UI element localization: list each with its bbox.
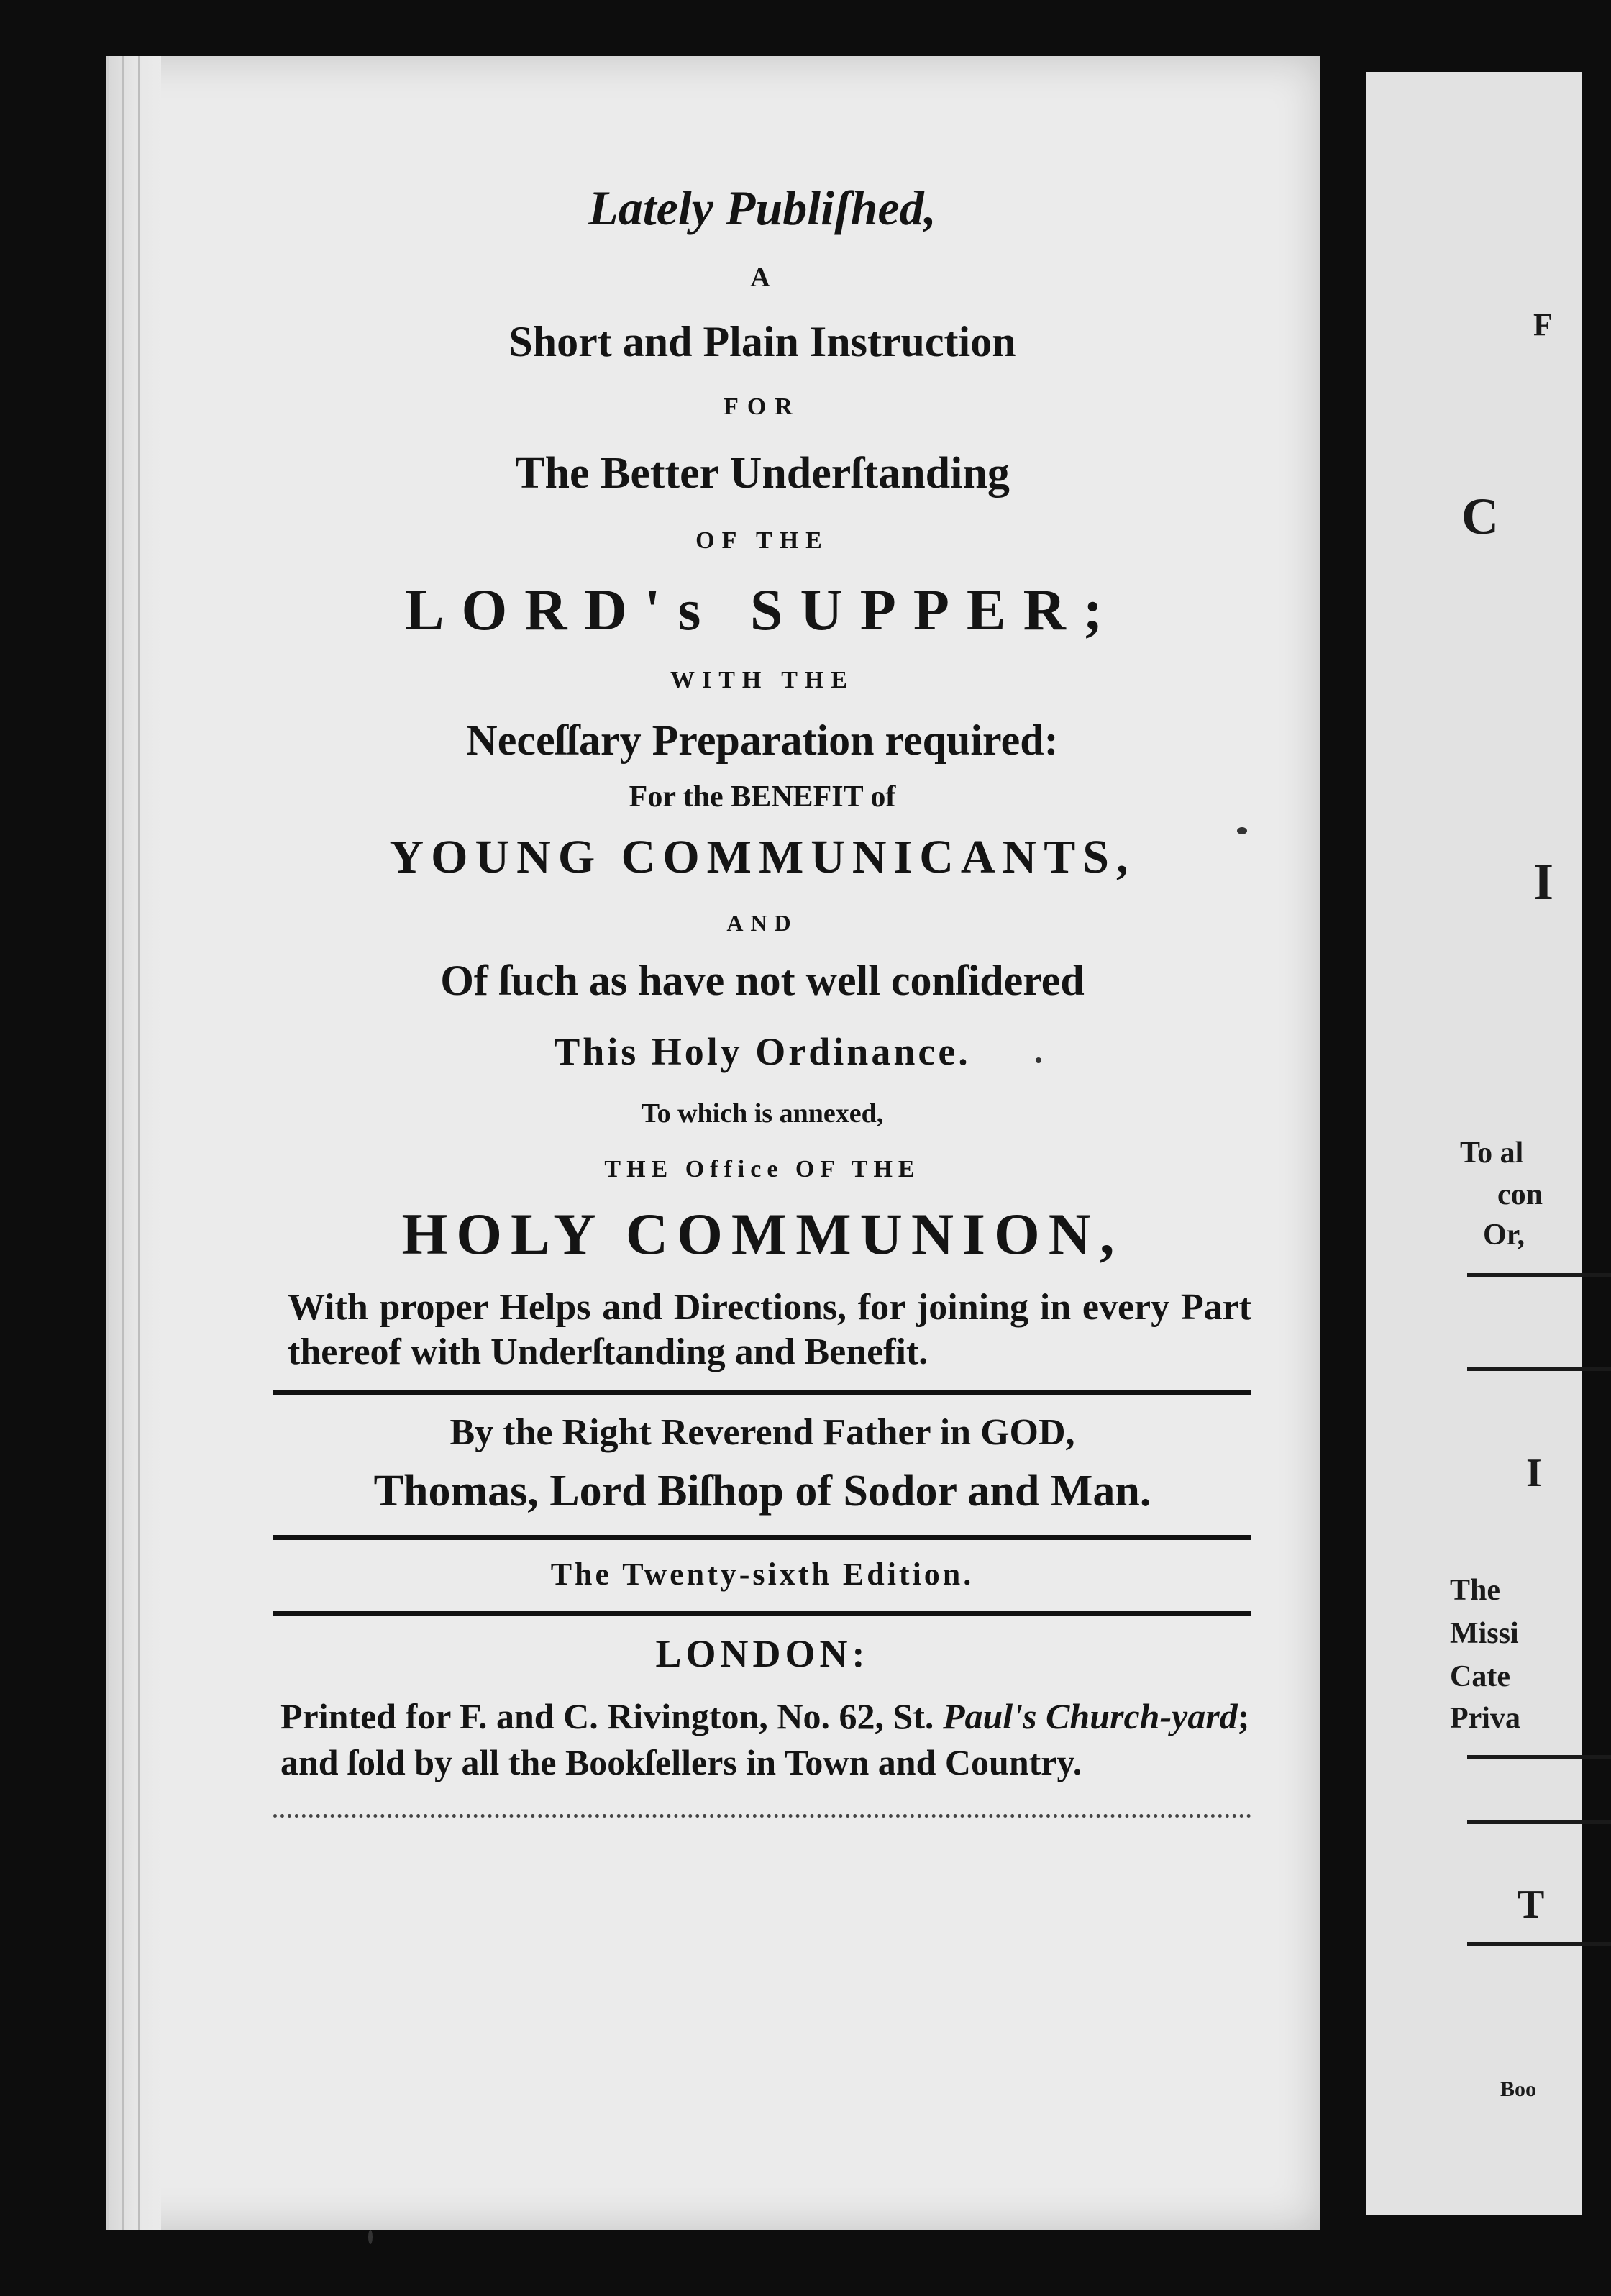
short-plain-instruction: Short and Plain Instruction xyxy=(508,318,1016,365)
office-of-the: THE Office OF THE xyxy=(604,1156,921,1183)
facing-fragment: I xyxy=(1526,1451,1542,1495)
lately-published-heading: Lately Publiſhed, xyxy=(588,181,936,235)
page-edge xyxy=(106,56,161,2230)
of-the-words: OF THE xyxy=(695,527,829,554)
article-word: A xyxy=(750,263,775,293)
imprint-sold-by: ; and ſold by all the Bookſellers in Town and Country. xyxy=(280,1696,1250,1782)
imprint-churchyard: Church-yard xyxy=(1046,1696,1238,1736)
facing-rule xyxy=(1467,1942,1611,1946)
for-word: FOR xyxy=(724,393,801,420)
of-such-line: Of ſuch as have not well conſidered xyxy=(440,957,1085,1004)
edition-line: The Twenty-sixth Edition. xyxy=(550,1557,975,1592)
facing-fragment: Or, xyxy=(1483,1218,1525,1252)
dotted-rule xyxy=(273,1814,1251,1818)
facing-fragment: Boo xyxy=(1500,2077,1537,2101)
and-word: AND xyxy=(726,910,798,936)
ink-speck xyxy=(1237,827,1247,834)
young-communicants: YOUNG COMMUNICANTS, xyxy=(389,831,1136,883)
facing-fragment: Priva xyxy=(1450,1702,1520,1735)
helps-directions-paragraph: With proper Helps and Directions, for joining in every Part thereof with Underſtanding and Benefit. xyxy=(288,1287,1251,1372)
facing-fragment: I xyxy=(1533,853,1554,911)
ink-speck xyxy=(1036,1057,1041,1063)
facing-rule xyxy=(1467,1755,1611,1759)
lords-supper-title: LORD's SUPPER; xyxy=(404,577,1121,642)
facing-fragment: Missi xyxy=(1450,1617,1519,1650)
divider-rule xyxy=(273,1611,1251,1616)
with-the-words: WITH THE xyxy=(670,667,855,693)
facing-fragment: con xyxy=(1497,1178,1543,1211)
imprint-paragraph xyxy=(273,1693,1251,1785)
author-name: Thomas, Lord Biſhop of Sodor and Man. xyxy=(373,1467,1151,1516)
facing-fragment: To al xyxy=(1460,1136,1524,1170)
for-the-benefit: For the BENEFIT of xyxy=(629,780,896,814)
divider-rule xyxy=(273,1535,1251,1540)
facing-fragment: C xyxy=(1461,488,1499,545)
facing-rule xyxy=(1467,1273,1611,1277)
facing-fragment: The xyxy=(1450,1574,1501,1607)
facing-rule xyxy=(1467,1820,1611,1824)
author-intro: By the Right Reverend Father in GOD, xyxy=(449,1412,1075,1453)
imprint-pauls: Paul's xyxy=(942,1696,1037,1736)
imprint-printed-for: Printed for F. and C. Rivington, No. 62, St. xyxy=(280,1696,934,1736)
facing-page xyxy=(1366,72,1582,2215)
ink-speck xyxy=(368,2230,373,2244)
title-page-content xyxy=(273,183,1251,1818)
imprint-city: LONDON: xyxy=(655,1632,870,1675)
facing-fragment: Cate xyxy=(1450,1660,1510,1693)
facing-fragment: T xyxy=(1518,1882,1545,1927)
holy-communion-title: HOLY COMMUNION, xyxy=(401,1201,1123,1267)
divider-rule xyxy=(273,1390,1251,1395)
to-which-annexed: To which is annexed, xyxy=(641,1098,884,1129)
necessary-preparation: Neceſſary Preparation required: xyxy=(466,716,1059,764)
better-understanding: The Better Underſtanding xyxy=(515,449,1010,498)
facing-rule xyxy=(1467,1367,1611,1371)
facing-fragment: F xyxy=(1533,307,1553,342)
this-holy-ordinance: This Holy Ordinance. xyxy=(554,1030,971,1073)
